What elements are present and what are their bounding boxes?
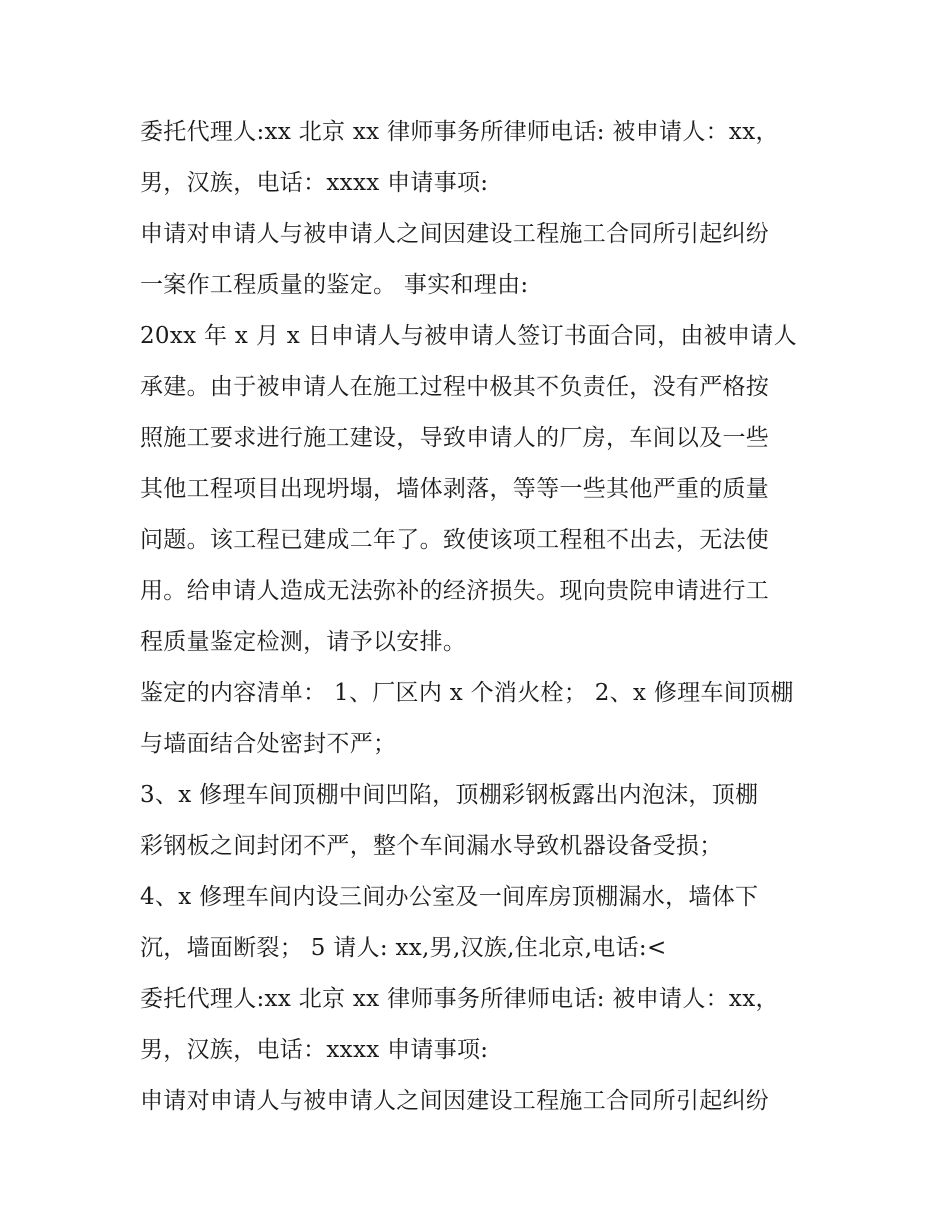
text-line: 鉴定的内容清单： 1、厂区内 x 个消火栓； 2、x 修理车间顶棚 [140, 680, 794, 706]
text-line: 其他工程项目出现坍塌，墙体剥落，等等一些其他严重的质量 [140, 476, 770, 502]
text-line: 问题。该工程已建成二年了。致使该项工程租不出去，无法使 [140, 527, 770, 553]
text-line: 男，汉族，电话：xxxx 申请事项: [140, 1037, 489, 1063]
text-line: 照施工要求进行施工建设，导致申请人的厂房，车间以及一些 [140, 425, 770, 451]
text-line: 申请对申请人与被申请人之间因建设工程施工合同所引起纠纷 [140, 1088, 770, 1114]
text-line: 20xx 年 x 月 x 日申请人与被申请人签订书面合同，由被申请人 [140, 323, 797, 349]
text-line: 与墙面结合处密封不严； [140, 731, 397, 757]
text-line: 委托代理人:xx 北京 xx 律师事务所律师电话: 被申请人：xx， [140, 986, 779, 1012]
text-line: 申请对申请人与被申请人之间因建设工程施工合同所引起纠纷 [140, 221, 770, 247]
text-line: 承建。由于被申请人在施工过程中极其不负责任，没有严格按 [140, 374, 770, 400]
text-line: 4、x 修理车间内设三间办公室及一间库房顶棚漏水，墙体下 [140, 884, 759, 910]
text-line: 3、x 修理车间顶棚中间凹陷，顶棚彩钢板露出内泡沫，顶棚 [140, 782, 759, 808]
text-line: 程质量鉴定检测，请予以安排。 [140, 629, 467, 655]
text-line: 彩钢板之间封闭不严，整个车间漏水导致机器设备受损； [140, 833, 723, 859]
document-body [140, 107, 830, 1127]
text-line: 委托代理人:xx 北京 xx 律师事务所律师电话: 被申请人：xx， [140, 119, 779, 145]
text-line: 一案作工程质量的鉴定。 事实和理由: [140, 272, 529, 298]
text-line: 男，汉族，电话：xxxx 申请事项: [140, 170, 489, 196]
text-line: 沉，墙面断裂； 5 请人: xx,男,汉族,住北京,电话:< [140, 935, 667, 961]
text-line: 用。给申请人造成无法弥补的经济损失。现向贵院申请进行工 [140, 578, 770, 604]
